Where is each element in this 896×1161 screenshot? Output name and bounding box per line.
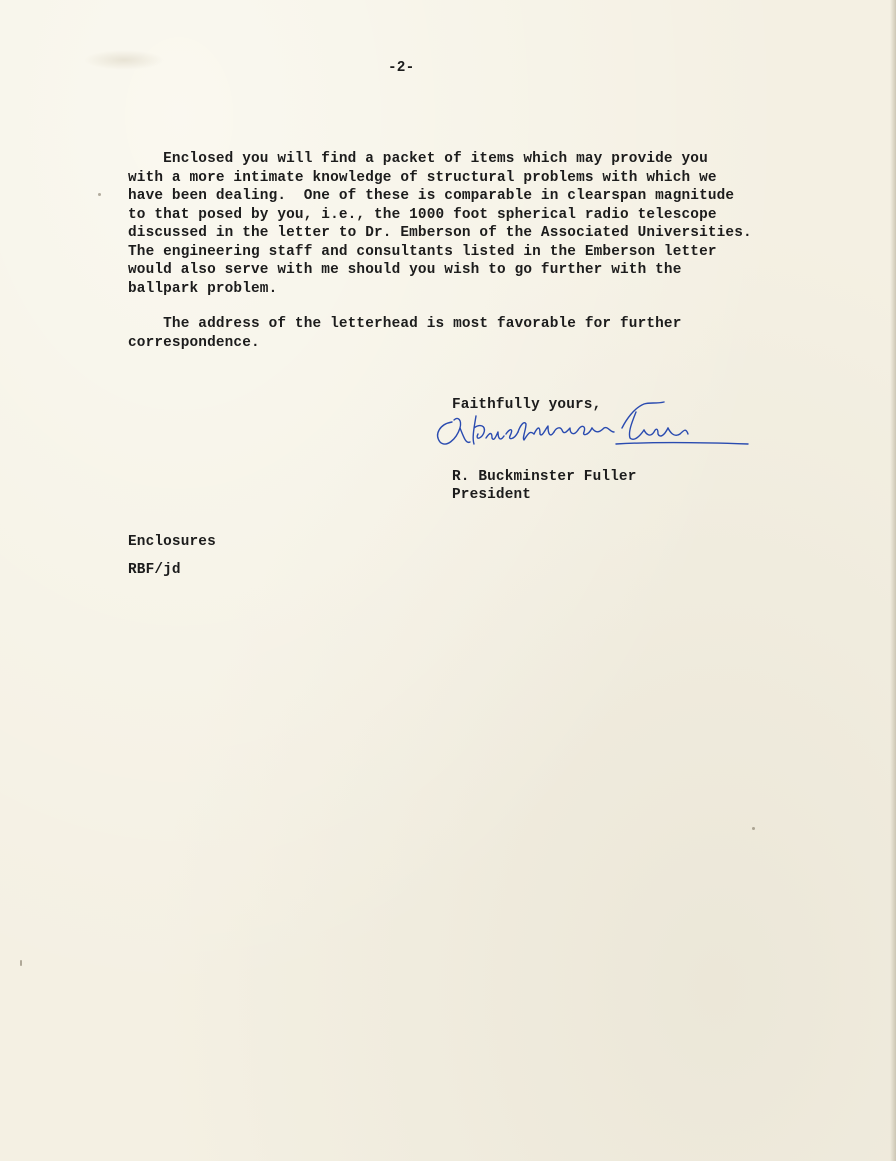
body-paragraph-2	[128, 315, 682, 352]
paragraph-2-line: correspondence.	[128, 334, 260, 351]
paper-speck	[20, 960, 22, 966]
page-number: -2-	[388, 60, 415, 76]
enclosures-notation: Enclosures	[128, 534, 216, 550]
paragraph-1-line: to that posed by you, i.e., the 1000 foot spherical radio telescope	[128, 206, 717, 223]
paper-speck	[752, 827, 755, 830]
paragraph-1-line: would also serve with me should you wish to go further with the	[128, 262, 682, 278]
paragraph-1-line: Enclosed you will find a packet of items which may provide you	[128, 151, 708, 167]
paper-edge	[890, 0, 896, 1161]
body-paragraph-1	[128, 150, 752, 298]
paragraph-1-line: with a more intimate knowledge of structural problems with which we	[128, 169, 717, 186]
signer-name: R. Buckminster Fuller	[452, 469, 637, 485]
handwritten-signature	[430, 398, 760, 456]
paper-smudge	[84, 50, 164, 70]
paragraph-1-line: have been dealing. One of these is comparable in clearspan magnitude	[128, 188, 735, 204]
paragraph-1-line: ballpark problem.	[128, 280, 278, 297]
signer-title: President	[452, 487, 532, 503]
paragraph-1-line: discussed in the letter to Dr. Emberson of the Associated Universities.	[128, 225, 752, 241]
reference-initials: RBF/jd	[128, 562, 181, 578]
complimentary-close: Faithfully yours,	[452, 397, 602, 413]
paragraph-2-line: The address of the letterhead is most favorable for further	[128, 316, 682, 332]
paper-speck	[98, 193, 101, 196]
paragraph-1-line: The engineering staff and consultants listed in the Emberson letter	[128, 243, 717, 260]
